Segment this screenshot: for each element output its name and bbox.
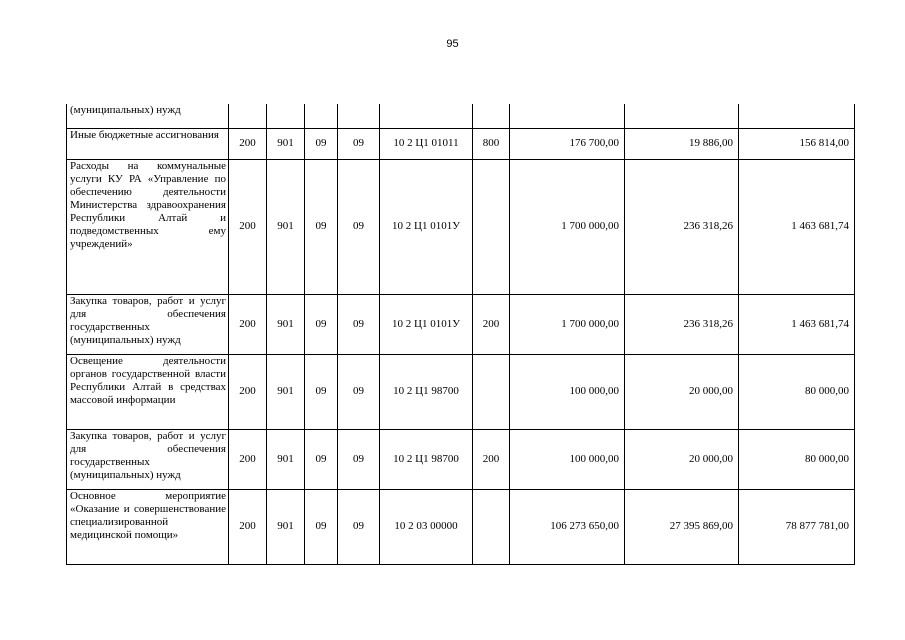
expense-type-cell [473, 489, 510, 564]
amount-cell: 27 395 869,00 [625, 489, 739, 564]
expense-type-cell: 200 [473, 294, 510, 354]
code-cell: 200 [229, 159, 267, 294]
row-name-cell: Закупка товаров, работ и услуг для обеспечения государственных (муниципальных) нужд [67, 294, 229, 354]
code-cell: 200 [229, 294, 267, 354]
target-article-cell: 10 2 Ц1 98700 [380, 354, 473, 429]
code-cell: 09 [338, 159, 380, 294]
amount-cell: 236 318,26 [625, 294, 739, 354]
row-name-cell: Закупка товаров, работ и услуг для обеспечения государственных (муниципальных) нужд [67, 429, 229, 489]
amount-cell [510, 104, 625, 128]
table-row [67, 354, 855, 429]
code-cell: 901 [267, 128, 305, 159]
target-article-cell: 10 2 03 00000 [380, 489, 473, 564]
code-cell: 901 [267, 354, 305, 429]
amount-cell [739, 104, 855, 128]
amount-cell [625, 104, 739, 128]
code-cell: 09 [305, 159, 338, 294]
code-cell: 09 [305, 354, 338, 429]
row-name-cell: Расходы на коммунальные услуги КУ РА «Управление по обеспечению деятельности Министерства здравоохранения Республики Алтай и подведомственных ему учреждений» [67, 159, 229, 294]
amount-cell: 1 463 681,74 [739, 294, 855, 354]
code-cell: 09 [338, 294, 380, 354]
target-article-cell: 10 2 Ц1 0101У [380, 159, 473, 294]
amount-cell: 1 700 000,00 [510, 159, 625, 294]
code-cell [338, 104, 380, 128]
budget-table [66, 104, 855, 565]
expense-type-cell: 800 [473, 128, 510, 159]
page-number: 95 [446, 38, 459, 50]
expense-type-cell: 200 [473, 429, 510, 489]
amount-cell: 19 886,00 [625, 128, 739, 159]
code-cell [305, 104, 338, 128]
expense-type-cell [473, 354, 510, 429]
amount-cell: 176 700,00 [510, 128, 625, 159]
code-cell: 200 [229, 489, 267, 564]
amount-cell: 78 877 781,00 [739, 489, 855, 564]
target-article-cell [380, 104, 473, 128]
table-row [67, 429, 855, 489]
amount-cell: 1 700 000,00 [510, 294, 625, 354]
amount-cell: 100 000,00 [510, 429, 625, 489]
table-row [67, 128, 855, 159]
table-row [67, 489, 855, 564]
amount-cell: 80 000,00 [739, 429, 855, 489]
code-cell: 09 [338, 128, 380, 159]
row-name-cell: Иные бюджетные ассигнования [67, 128, 229, 159]
amount-cell: 236 318,26 [625, 159, 739, 294]
code-cell: 09 [338, 354, 380, 429]
code-cell: 901 [267, 429, 305, 489]
expense-type-cell [473, 104, 510, 128]
amount-cell: 100 000,00 [510, 354, 625, 429]
code-cell: 09 [305, 294, 338, 354]
expense-type-cell [473, 159, 510, 294]
amount-cell: 20 000,00 [625, 429, 739, 489]
target-article-cell: 10 2 Ц1 98700 [380, 429, 473, 489]
amount-cell: 1 463 681,74 [739, 159, 855, 294]
code-cell: 09 [305, 489, 338, 564]
code-cell: 09 [305, 128, 338, 159]
code-cell: 901 [267, 489, 305, 564]
target-article-cell: 10 2 Ц1 01011 [380, 128, 473, 159]
code-cell [267, 104, 305, 128]
table-row [67, 104, 855, 128]
amount-cell: 156 814,00 [739, 128, 855, 159]
code-cell: 901 [267, 294, 305, 354]
code-cell: 200 [229, 128, 267, 159]
table-row [67, 159, 855, 294]
amount-cell: 80 000,00 [739, 354, 855, 429]
code-cell: 200 [229, 429, 267, 489]
code-cell: 200 [229, 354, 267, 429]
amount-cell: 20 000,00 [625, 354, 739, 429]
row-name-cell: (муниципальных) нужд [67, 104, 229, 128]
code-cell [229, 104, 267, 128]
amount-cell: 106 273 650,00 [510, 489, 625, 564]
code-cell: 09 [305, 429, 338, 489]
target-article-cell: 10 2 Ц1 0101У [380, 294, 473, 354]
row-name-cell: Основное мероприятие «Оказание и совершенствование специализированной медицинской помощи» [67, 489, 229, 564]
code-cell: 901 [267, 159, 305, 294]
row-name-cell: Освещение деятельности органов государственной власти Республики Алтай в средствах массовой информации [67, 354, 229, 429]
code-cell: 09 [338, 489, 380, 564]
table-row [67, 294, 855, 354]
code-cell: 09 [338, 429, 380, 489]
